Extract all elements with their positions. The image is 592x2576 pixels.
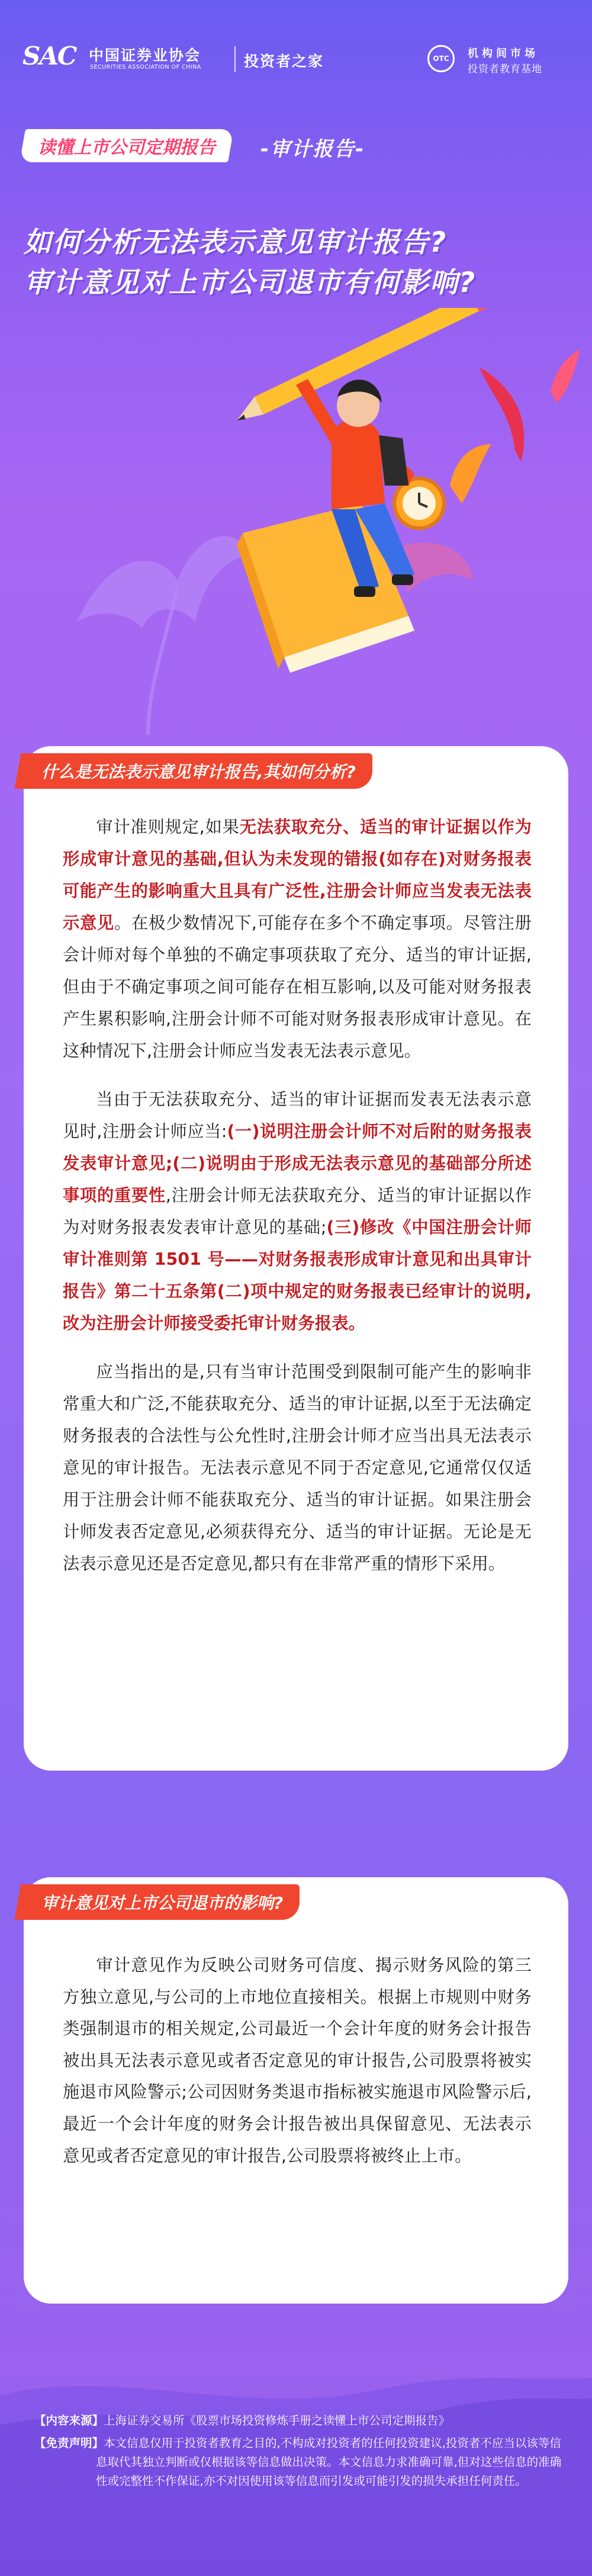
otc-logo-icon: OTC [427, 45, 455, 72]
card1-paragraph-1 [63, 811, 532, 1067]
card1-paragraph-2 [63, 1084, 532, 1340]
footer-source-label: 【内容来源】 [34, 2414, 104, 2427]
card-disclaimer-opinion [24, 746, 568, 1771]
card2-body [63, 1949, 532, 2188]
footer-source [34, 2411, 567, 2430]
footer-disclaimer [34, 2434, 567, 2491]
org-name-en: SECURITIES ASSOCIATION OF CHINA [90, 64, 201, 70]
footer-disclaimer-text: 本文信息仅用于投资者教育之目的,不构成对投资者的任何投资建议,投资者不应当以该等信息取代其独立判断或仅根据该等信息做出决策。本文信息力求准确可靠,但对这些信息的准确性或完整性不作保证,亦不对因使用该等信息而引发或可能引发的损失承担任何责任。 [96, 2436, 562, 2488]
card1-section-tag-label: 什么是无法表示意见审计报告,其如何分析? [41, 762, 356, 782]
series-tag [20, 129, 234, 162]
sac-logo-text: SAC [22, 41, 76, 70]
page-title-line2: 审计意见对上市公司退市有何影响? [24, 266, 477, 299]
card1-p1-seg2: 。在极少数情况下,可能存在多个不确定事项。尽管注册会计师对每个单独的不确定事项获取了充分、适当的审计证据,但由于不确定事项之间可能存在相互影响,以及可能对财务报表产生累积影响,注册会计师不可能对财务报表形成审计意见。在这种情况下,注册会计师应当发表无法表示意见。 [63, 913, 532, 1061]
footer [34, 2411, 567, 2491]
flame-pink [551, 349, 580, 403]
card1-paragraph-3 [63, 1356, 532, 1580]
card2-section-tag-label: 审计意见对上市公司退市的影响? [41, 1893, 284, 1913]
card1-body [63, 811, 532, 1597]
card1-p2-seg3-highlight: (三)修改《中国注册会计师审计准则第 1501 号——对财务报表形成审计意见和出具审计报告》第二十五条第(二)项中规定的财务报表已经审计的说明,改为注册会计师接受委托审计财务报表。 [63, 1218, 532, 1333]
header [0, 0, 592, 124]
card2-paragraph-1: 审计意见作为反映公司财务可信度、揭示财务风险的第三方独立意见,与公司的上市地位直接相关。根据上市规则中财务类强制退市的相关规定,公司最近一个会计年度的财务会计报告被出具无法表示意见或者否定意见的审计报告,公司股票将被实施退市风险警示;公司因财务类退市指标被实施退市风险警示后,最近一个会计年度的财务会计报告被出具保留意见、无法表示意见或者否定意见的审计报告,公司股票将被终止上市。 [63, 1955, 532, 2166]
card1-p1-seg0: 审计准则规定,如果 [96, 817, 240, 837]
plant-leaf-shape [77, 536, 249, 628]
student-riding-pencil-over-book-illustration [0, 308, 592, 740]
series-tag-label: 读懂上市公司定期报告 [38, 137, 215, 158]
card1-p1-seg1-highlight: 无法获取充分、适当的审计证据以作为形成审计意见的基础,但认为未发现的错报(如存在)对财务报表可能产生的影响重大且具有广泛性,注册会计师应当发表无法表示意见 [63, 817, 532, 933]
sac-logo [22, 41, 88, 70]
card1-p2-seg1-highlight: (一)说明注册会计师不对后附的财务报表发表审计意见;(二)说明由于形成无法表示意见的基础部分所述事项的重要性 [63, 1122, 532, 1205]
series-subtag: -审计报告- [260, 137, 365, 161]
header-divider [234, 46, 236, 72]
card1-p2-seg0: 当由于无法获取充分、适当的审计证据而发表无法表示意见时,注册会计师应当: [63, 1090, 532, 1141]
footer-disclaimer-label: 【免责声明】 [34, 2436, 104, 2450]
card1-section-tag [21, 753, 372, 789]
otc-line1: 机构间市场 [468, 47, 539, 60]
flame-orange [450, 444, 491, 503]
otc-line2: 投资者教育基地 [468, 63, 542, 75]
card2-section-tag [21, 1884, 300, 1920]
page-title-line1: 如何分析无法表示意见审计报告? [24, 226, 448, 259]
card-delisting-impact [24, 1877, 568, 2304]
investor-home-label: 投资者之家 [244, 53, 324, 70]
org-name-cn: 中国证券业协会 [89, 47, 201, 64]
card1-p3-seg0: 应当指出的是,只有当审计范围受到限制可能产生的影响非常重大和广泛,不能获取充分、适当的审计证据,以至于无法确定财务报表的合法性与公允性时,注册会计师才应当出具无法表示意见的审计报告。无法表示意见不同于否定意见,它通常仅仅适用于注册会计师不能获取充分、适当的审计证据。如果注册会计师发表否定意见,必须获得充分、适当的审计证据。无论是无法表示意见还是否定意见,都只有在非常严重的情形下采用。 [63, 1362, 532, 1573]
card1-p2-seg2: ,注册会计师无法获取充分、适当的审计证据以作为对财务报表发表审计意见的基础; [63, 1186, 532, 1237]
footer-source-text: 上海证券交易所《股票市场投资修炼手册之读懂上市公司定期报告》 [104, 2414, 451, 2427]
